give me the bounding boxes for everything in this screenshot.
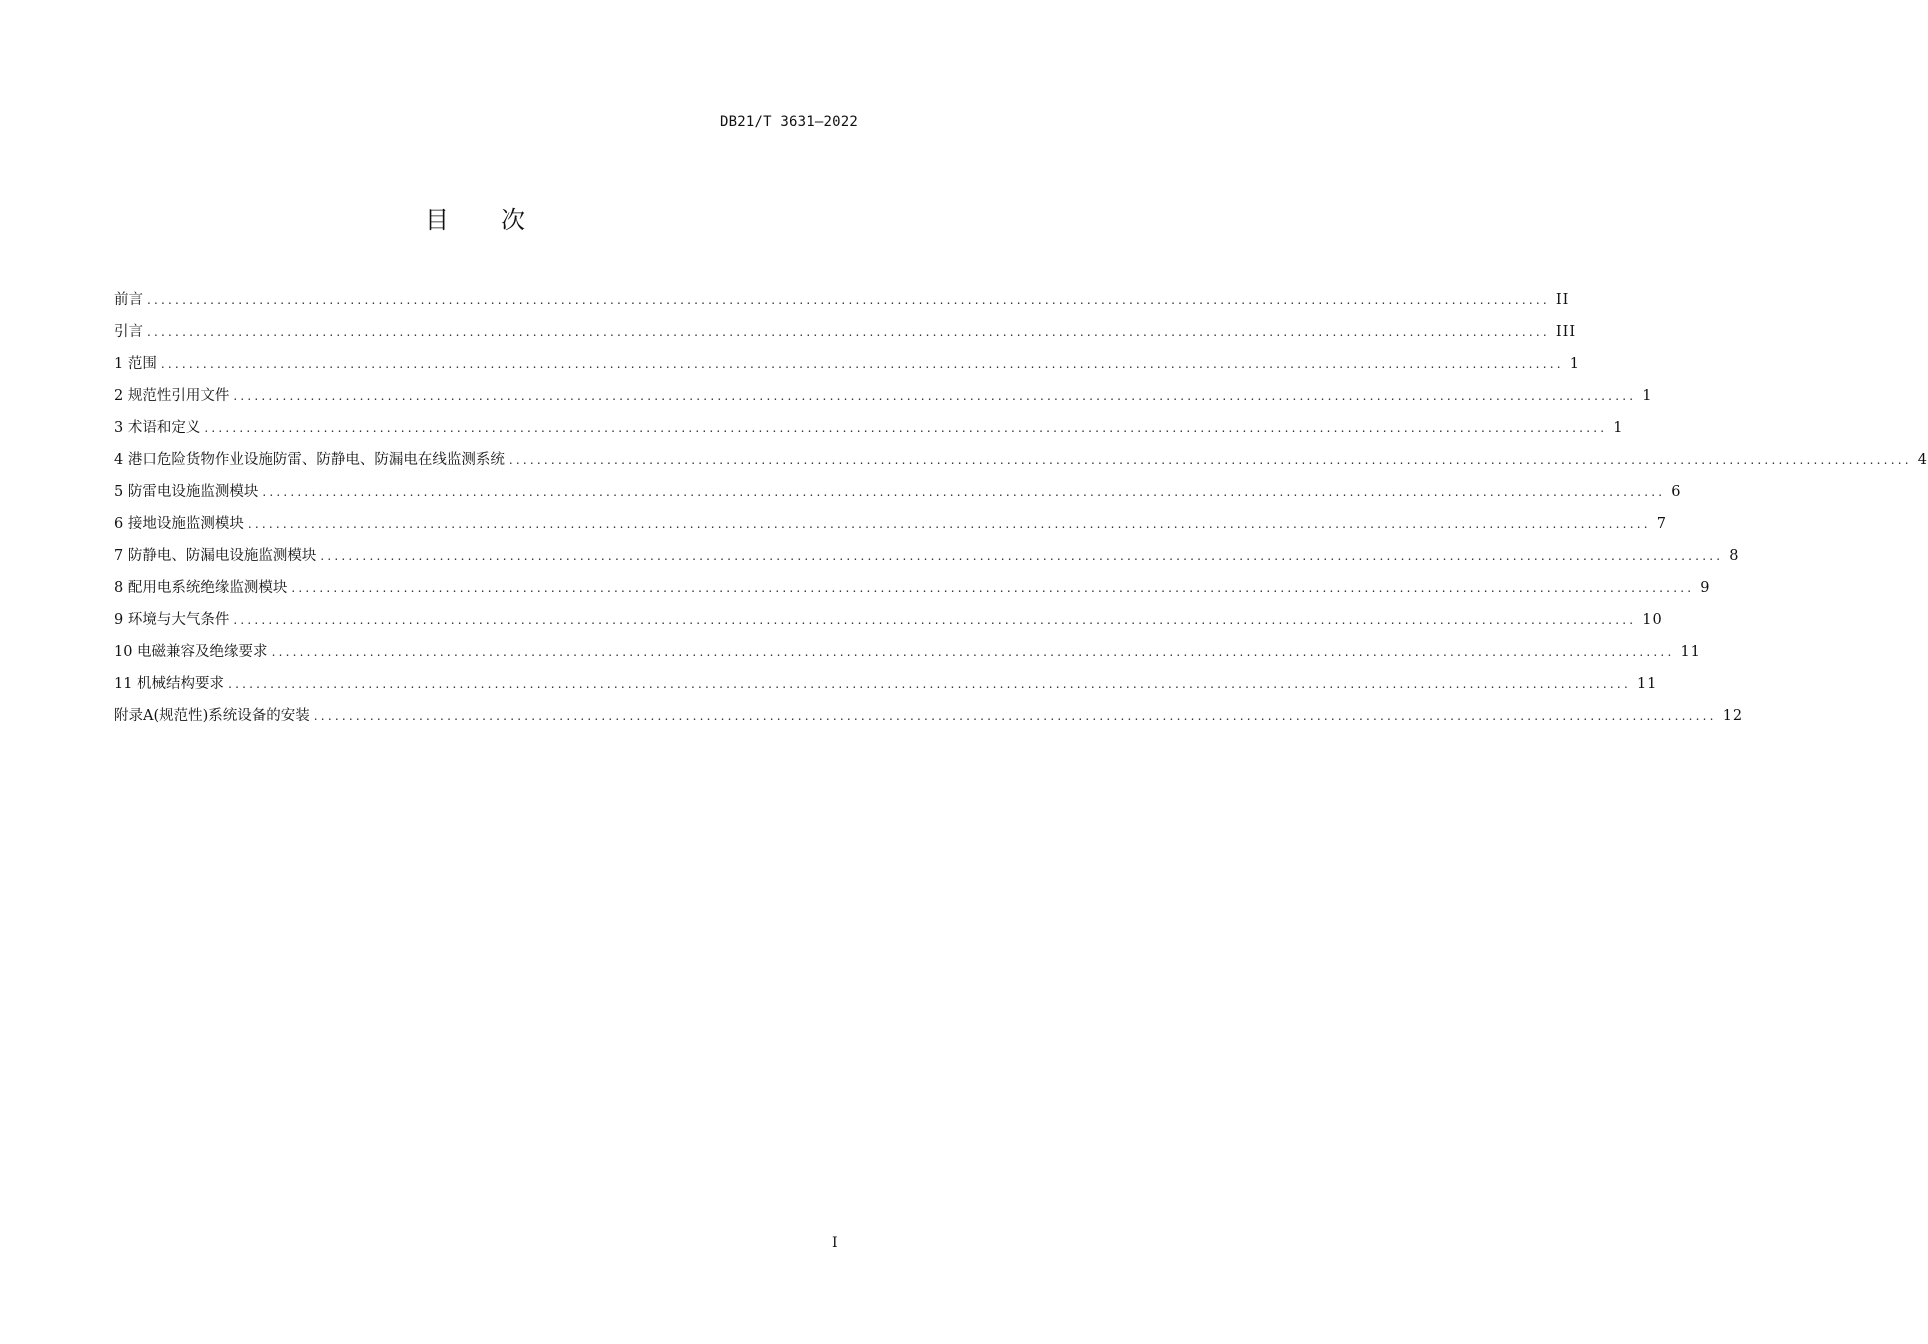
toc-leader-dots: ........................................................................................................................................................................................................ [262,485,1666,499]
table-of-contents [114,284,1928,732]
toc-entry[interactable] [114,668,1658,700]
toc-entry-label: 9 环境与大气条件 [114,612,230,628]
toc-leader-dots: ........................................................................................................................................................................................................ [147,293,1550,307]
toc-leader-dots: ........................................................................................................................................................................................................ [313,709,1717,723]
toc-entry[interactable] [114,636,1701,668]
toc-entry-label: 前言 [114,292,143,308]
toc-leader-dots: ........................................................................................................................................................................................................ [233,389,1637,403]
toc-leader-dots: ........................................................................................................................................................................................................ [147,325,1550,339]
toc-entry[interactable] [114,444,1928,476]
toc-entry[interactable] [114,508,1667,540]
toc-entry-label: 3 术语和定义 [114,420,201,436]
toc-entry-label: 4 港口危险货物作业设施防雷、防静电、防漏电在线监测系统 [114,452,505,468]
toc-entry-page: II [1555,292,1570,308]
toc-entry-page: 1 [1569,356,1580,372]
toc-leader-dots: ........................................................................................................................................................................................................ [320,549,1724,563]
toc-entry-page: 6 [1671,484,1682,500]
toc-entry[interactable] [114,380,1653,412]
toc-entry-page: 10 [1642,612,1663,628]
toc-entry-page: 7 [1656,516,1667,532]
toc-entry-label: 引言 [114,324,143,340]
toc-entry-label: 8 配用电系统绝缘监测模块 [114,580,288,596]
toc-entry-label: 6 接地设施监测模块 [114,516,244,532]
toc-entry-label: 10 电磁兼容及绝缘要求 [114,644,268,660]
title-char-1: 目 [425,206,449,234]
toc-entry[interactable] [114,316,1577,348]
toc-entry[interactable] [114,604,1663,636]
toc-entry-label: 2 规范性引用文件 [114,388,230,404]
toc-leader-dots: ........................................................................................................................................................................................................ [160,357,1564,371]
toc-entry-page: III [1555,324,1577,340]
toc-leader-dots: ........................................................................................................................................................................................................ [508,453,1912,467]
page-number: I [832,1235,838,1251]
toc-entry[interactable] [114,348,1580,380]
toc-entry-label: 7 防静电、防漏电设施监测模块 [114,548,317,564]
document-code: DB21/T 3631—2022 [719,114,858,130]
toc-entry[interactable] [114,476,1682,508]
toc-entry[interactable] [114,572,1711,604]
toc-entry-page: 8 [1729,548,1740,564]
toc-entry-label: 附录A(规范性)系统设备的安装 [114,708,310,724]
toc-entry[interactable] [114,700,1744,732]
toc-leader-dots: ........................................................................................................................................................................................................ [271,645,1675,659]
toc-leader-dots: ........................................................................................................................................................................................................ [247,517,1651,531]
toc-leader-dots: ........................................................................................................................................................................................................ [204,421,1608,435]
page-title [0,200,950,235]
toc-entry-page: 12 [1722,708,1744,724]
toc-entry-page: 11 [1636,676,1658,692]
toc-entry[interactable] [114,412,1624,444]
title-char-2: 次 [501,206,525,234]
toc-leader-dots: ........................................................................................................................................................................................................ [291,581,1695,595]
toc-entry-page: 1 [1613,420,1624,436]
toc-entry-page: 11 [1680,644,1701,660]
toc-entry-label: 5 防雷电设施监测模块 [114,484,259,500]
toc-entry-page: 1 [1642,388,1653,404]
toc-leader-dots: ........................................................................................................................................................................................................ [233,613,1637,627]
toc-entry-label: 1 范围 [114,356,157,372]
toc-entry[interactable] [114,540,1740,572]
toc-entry-page: 9 [1700,580,1711,596]
toc-leader-dots: ........................................................................................................................................................................................................ [228,677,1631,691]
toc-entry[interactable] [114,284,1570,316]
toc-entry-label: 11 机械结构要求 [114,676,225,692]
toc-entry-page: 4 [1917,452,1928,468]
